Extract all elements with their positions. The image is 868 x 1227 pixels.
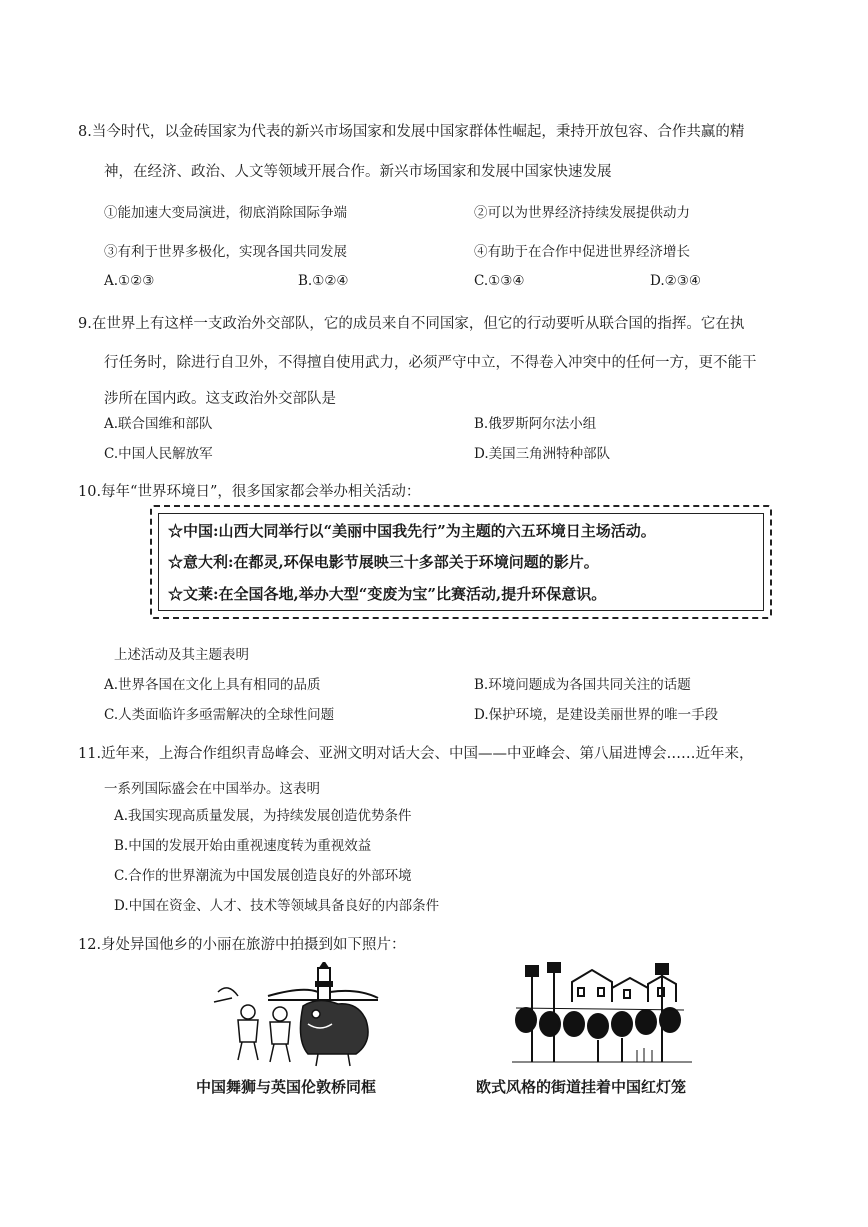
q10-option-a: A.世界各国在文化上具有相同的品质	[104, 677, 321, 693]
q9-option-b: B.俄罗斯阿尔法小组	[474, 416, 597, 432]
q11-stem-line2: 一系列国际盛会在中国举办。这表明	[104, 781, 320, 797]
q11-stem-line1: 11.近年来，上海合作组织青岛峰会、亚洲文明对话大会、中国——中亚峰会、第八届进博会……近年来，	[78, 746, 754, 762]
q9-stem-line3: 涉所在国内政。这支政治外交部队是	[104, 391, 336, 407]
q9-stem-line1: 9.在世界上有这样一支政治外交部队，它的成员来自不同国家，但它的行动要听从联合国的指挥。它在执	[78, 316, 745, 332]
q10-stem-line2: 上述活动及其主题表明	[114, 647, 249, 663]
q8-option-b: B.①②④	[298, 273, 349, 289]
q8-statement-1: ①能加速大变局演进，彻底消除国际争端	[104, 205, 347, 221]
q10-activity-china: ☆中国:山西大同举行以“美丽中国我先行”为主题的六五环境日主场活动。	[168, 522, 656, 540]
q9-option-a: A.联合国维和部队	[104, 416, 213, 432]
q8-stem-line2: 神，在经济、政治、人文等领域开展合作。新兴市场国家和发展中国家快速发展	[104, 164, 612, 180]
q11-option-a: A.我国实现高质量发展，为持续发展创造优势条件	[114, 808, 412, 824]
q8-option-d: D.②③④	[650, 273, 701, 289]
q11-option-d: D.中国在资金、人才、技术等领域具备良好的内部条件	[114, 898, 440, 914]
q8-statement-3: ③有利于世界多极化，实现各国共同发展	[104, 244, 347, 260]
q9-stem-line2: 行任务时，除进行自卫外，不得擅自使用武力，必须严守中立，不得卷入冲突中的任何一方，更不能干	[104, 355, 757, 371]
photo2-caption: 欧式风格的街道挂着中国红灯笼	[476, 1078, 687, 1096]
q8-statement-4: ④有助于在合作中促进世界经济增长	[474, 244, 690, 260]
q8-stem-line1: 8.当今时代，以金砖国家为代表的新兴市场国家和发展中国家群体性崛起，秉持开放包容、合作共赢的精	[78, 124, 745, 140]
q8-statement-2: ②可以为世界经济持续发展提供动力	[474, 205, 690, 221]
q10-activity-italy: ☆意大利:在都灵,环保电影节展映三十多部关于环境问题的影片。	[168, 553, 599, 571]
photo1-caption: 中国舞狮与英国伦敦桥同框	[196, 1078, 377, 1096]
q9-option-c: C.中国人民解放军	[104, 446, 213, 462]
q8-option-c: C.①③④	[474, 273, 525, 289]
q10-option-d: D.保护环境，是建设美丽世界的唯一手段	[474, 707, 719, 723]
q10-stem-line1: 10.每年“世界环境日”，很多国家都会举办相关活动：	[78, 484, 421, 500]
q11-option-b: B.中国的发展开始由重视速度转为重视效益	[114, 838, 372, 854]
lion-dance-bridge-photo	[208, 962, 398, 1072]
q10-option-b: B.环境问题成为各国共同关注的话题	[474, 677, 691, 693]
q10-activity-brunei: ☆文莱:在全国各地,举办大型“变废为宝”比赛活动,提升环保意识。	[168, 585, 607, 603]
q10-option-c: C.人类面临许多亟需解决的全球性问题	[104, 707, 335, 723]
q10-activity-box	[150, 505, 772, 619]
street-lanterns-photo	[512, 962, 692, 1072]
q12-stem-line1: 12.身处异国他乡的小丽在旅游中拍摄到如下照片：	[78, 937, 406, 953]
q9-option-d: D.美国三角洲特种部队	[474, 446, 611, 462]
q8-option-a: A.①②③	[104, 273, 155, 289]
q11-option-c: C.合作的世界潮流为中国发展创造良好的外部环境	[114, 868, 412, 884]
